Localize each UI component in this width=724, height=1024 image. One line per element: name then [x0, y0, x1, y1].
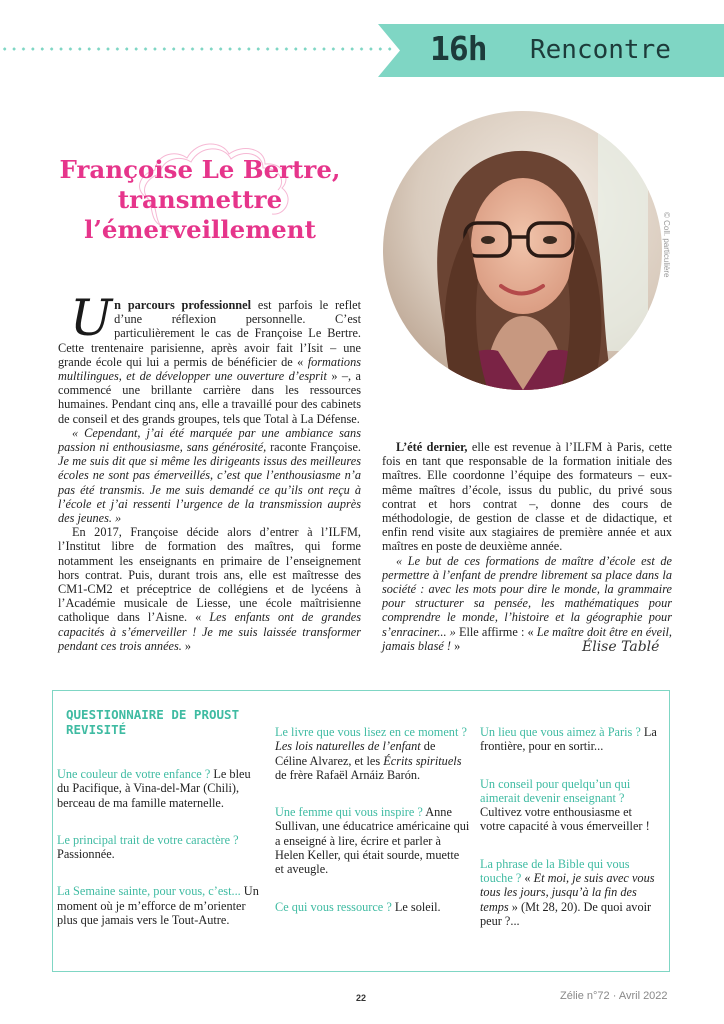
answer: Le bleu du Pacifique, à Vina-del-Mar (Chili), berceau de ma famille maternelle.: [57, 767, 251, 810]
question: Le livre que vous lisez en ce moment ?: [275, 725, 467, 739]
qa-item: [480, 725, 658, 754]
page-number: 22: [356, 993, 367, 1003]
qa-item: [480, 777, 658, 834]
section-time: 16h: [430, 29, 487, 68]
answer: La frontière, pour en sortir...: [480, 725, 657, 754]
answer: Passionnée.: [57, 847, 115, 862]
author-signature: Élise Tablé: [582, 639, 660, 655]
question: La phrase de la Bible qui vous touche ?: [480, 856, 630, 886]
drop-cap: U: [70, 289, 113, 347]
paragraph-2: « Cependant, j’ai été marquée par une ambiance sans passion ni enthousiasme, sans générosité, raconte Françoise. Je me suis dit que si même les dirigeants issus des meilleures écoles ne sont pas émerveillés, c’est que l’enthousiasme n’a pas été transmis. Je me suis demandé ce qu’ils ont reçu à l’école et j’ai ressenti l’urgence de la transmission auprès des jeunes. »: [58, 425, 361, 526]
paragraph-3: En 2017, Françoise décide alors d’entrer à l’ILFM, l’Institut libre de formation des maîtres, qui forme notamment les enseignants en primaire de l’enseignement hors contrat. Puis, durant trois ans, elle est maîtresse des CM1-CM2 et préceptrice de collégiens et de lycéens à l’Académie musicale de Liesse, une école maîtrisienne catholique dans l’Aisne. « Les enfants ont de grandes capacités à s’émerveiller ! Je me suis laissée transformer pendant ces trois années. »: [58, 525, 362, 653]
article-title: Françoise Le Bertre, transmettre l’émerveillement: [59, 155, 341, 244]
portrait-photo-image: [383, 111, 662, 390]
questionnaire-column-2: [275, 725, 470, 937]
answer: Le soleil.: [391, 899, 441, 914]
qa-item: [275, 805, 470, 876]
paragraph-4: L’été dernier, elle est revenue à l’ILFM à Paris, cette fois en tant que responsable de la formation initiale des maîtres. Elle coordonne l’équipe des formateurs – eux-même maîtres d’école, issus du public, du privé sous contrat et hors contrat –, donne des cours de méthodologie, de gestion de classe et de didactique, et enfin rend visite aux stagiaires de première année et aux maîtres en poste de deuxième année.: [382, 440, 673, 554]
article-column-1: [58, 289, 362, 653]
question: Un lieu que vous aimez à Paris ?: [480, 725, 641, 739]
qa-item: Le livre que vous lisez en ce moment ? Les lois naturelles de l’enfant de Céline Alvarez, et les Écrits spirituels de frère Rafaël Arnáiz Barón.: [275, 725, 467, 782]
portrait-photo: [383, 111, 662, 390]
question: La Semaine sainte, pour vous, c’est...: [57, 884, 241, 899]
question: Le principal trait de votre caractère ?: [57, 832, 239, 847]
question: Une couleur de votre enfance ?: [57, 767, 211, 781]
photo-credit: © Coll. particulière: [662, 212, 671, 278]
section-rubric: Rencontre: [530, 35, 671, 65]
question: Un conseil pour quelqu’un qui aimerait devenir enseignant ?: [480, 776, 631, 805]
answer: Un moment où je m’efforce de m’orienter plus que jamais vers le Tout-Autre.: [57, 884, 259, 928]
paragraph-1: Un parcours professionnel est parfois le reflet d’une réflexion personnelle. C’est particulièrement le cas de Françoise Le Bertre. Cette trentenaire parisienne, après avoir fait l’Isit – une grande école qui lui a permis de bénéficier de « formations multilingues, et de développer une ouverture d’esprit » –, a commencé une brillante carrière dans les ressources humaines. Pendant cinq ans, elle a travaillé pour des cabinets de conseil et des grands groupes, tels que Total à La Défense.: [58, 289, 361, 426]
qa-item: [57, 767, 260, 810]
questionnaire-column-3: [480, 725, 658, 951]
article-column-2: [382, 440, 672, 653]
lead-in: n parcours professionnel: [114, 298, 252, 312]
questionnaire-title: QUESTIONNAIRE DE PROUST REVISITÉ: [66, 707, 240, 737]
answer: Anne Sullivan, une éducatrice américaine qui a enseigné à lire, écrire et parler à Helen Keller, qui était sourde, muette et aveugle.: [275, 805, 470, 877]
answer: Cultivez votre enthousiasme et votre capacité à vous émerveiller !: [480, 805, 650, 834]
qa-item: [57, 884, 260, 927]
question: Ce qui vous ressource ?: [275, 899, 392, 914]
paragraph-5: « Le but de ces formations de maître d’école est de permettre à l’enfant de prendre librement sa place dans la société : avec les mots pour dire le monde, la grammaire pour structurer sa pensée, les mathématiques pour comprendre le monde, l’histoire et la géographie pour s’enraciner... » Elle affirme : « Le maître doit être en éveil, jamais blasé ! »: [382, 553, 672, 653]
qa-item: [57, 833, 260, 862]
qa-item: [275, 900, 470, 914]
dotted-rule: [0, 47, 392, 51]
qa-item: La phrase de la Bible qui vous touche ? « Et moi, je suis avec vous tous les jours, jusqu’à la fin des temps » (Mt 28, 20). De quoi avoir peur ?...: [480, 856, 655, 928]
magazine-issue: Zélie n°72 · Avril 2022: [560, 990, 668, 1002]
questionnaire-column-1: [57, 767, 260, 950]
question: Une femme qui vous inspire ?: [275, 805, 423, 820]
